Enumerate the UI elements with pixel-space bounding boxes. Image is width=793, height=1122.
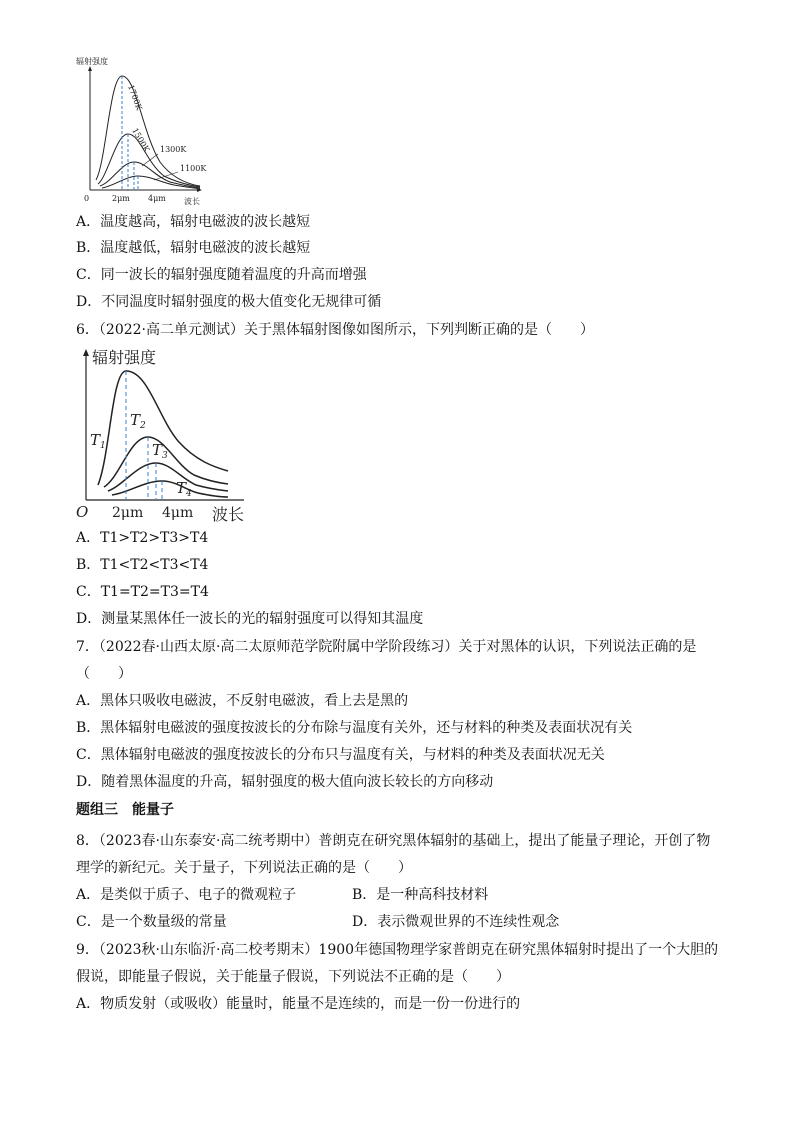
figure1-label-1700k: 1700K: [126, 83, 144, 112]
q9-stem-line1: 9．（2023秋·山东临沂·高二校考期末）1900年德国物理学家普朗克在研究黑体辐射时提出了一个大胆的: [76, 942, 719, 958]
figure1-xlabel: 波长: [184, 197, 200, 206]
figure2-origin: O: [76, 503, 89, 521]
figure2-tick-2um: 2μm: [112, 505, 144, 521]
q8-option-c[interactable]: C．是一个数量级的常量: [76, 914, 227, 930]
q7-stem-line2: （ ）: [76, 666, 132, 682]
q6-option-a[interactable]: A．T1>T2>T3>T4: [76, 530, 209, 546]
q7-option-a[interactable]: A．黑体只吸收电磁波，不反射电磁波，看上去是黑的: [76, 693, 409, 709]
q8-stem-line2: 理学的新纪元。关于量子，下列说法正确的是（ ）: [76, 860, 412, 876]
q5-option-a[interactable]: A．温度越高，辐射电磁波的波长越短: [76, 214, 311, 230]
q8-option-a[interactable]: A．是类似于质子、电子的微观粒子: [76, 887, 297, 903]
figure1-tick-4um: 4μm: [148, 194, 166, 203]
q7-option-c[interactable]: C．黑体辐射电磁波的强度按波长的分布只与温度有关，与材料的种类及表面状况无关: [76, 747, 605, 763]
blackbody-figure-2: [72, 345, 252, 523]
figure1-tick-2um: 2μm: [112, 194, 130, 203]
q9-stem-line2: 假说，即能量子假说，关于能量子假说，下列说法不正确的是（ ）: [76, 969, 510, 985]
figure1-label-1100k: 1100K: [180, 164, 207, 173]
figure2-curve-t2: [104, 437, 228, 487]
figure2-tick-4um: 4μm: [162, 505, 194, 521]
figure1-ylabel: 辐射强度: [76, 57, 108, 66]
q8-option-d[interactable]: D．表示微观世界的不连续性观念: [352, 914, 560, 930]
q7-stem-line1: 7．（2022春·山西太原·高二太原师范学院附属中学阶段练习）关于对黑体的认识，下列说法正确的是: [76, 639, 697, 655]
blackbody-figure-1: [72, 52, 212, 210]
q8-option-b[interactable]: B．是一种高科技材料: [352, 887, 489, 903]
figure2-ylabel: 辐射强度: [92, 348, 157, 367]
q5-option-c[interactable]: C．同一波长的辐射强度随着温度的升高而增强: [76, 267, 367, 283]
q6-option-c[interactable]: C．T1=T2=T3=T4: [76, 584, 209, 600]
q5-option-d[interactable]: D．不同温度时辐射强度的极大值变化无规律可循: [76, 294, 382, 310]
figure2-curve-t1: [98, 371, 228, 485]
figure1-label-1500k: 1500K: [130, 126, 152, 154]
section-heading: 题组三 能量子: [76, 802, 174, 818]
figure2-label-t3: $T_3$: [152, 441, 168, 461]
q7-option-d[interactable]: D．随着黑体温度的升高，辐射强度的极大值向波长较长的方向移动: [76, 774, 494, 790]
q6-option-d[interactable]: D．测量某黑体任一波长的光的辐射强度可以得知其温度: [76, 611, 424, 627]
q9-option-a[interactable]: A．物质发射（或吸收）能量时，能量不是连续的，而是一份一份进行的: [76, 996, 521, 1012]
q7-option-b[interactable]: B．黑体辐射电磁波的强度按波长的分布除与温度有关外，还与材料的种类及表面状况有关: [76, 720, 633, 736]
figure2-label-t1: $T_1$: [90, 431, 106, 451]
figure2-xlabel: 波长: [212, 505, 245, 523]
figure2-label-t4: $T_4$: [176, 479, 192, 499]
q8-stem-line1: 8．（2023春·山东泰安·高二统考期中）普朗克在研究黑体辐射的基础上，提出了能量子理论，开创了物: [76, 833, 711, 849]
q5-option-b[interactable]: B．温度越低，辐射电磁波的波长越短: [76, 240, 311, 256]
figure1-label-1300k: 1300K: [160, 145, 187, 154]
q6-stem: 6．（2022·高二单元测试）关于黑体辐射图像如图所示，下列判断正确的是（ ）: [76, 322, 594, 338]
figure1-origin: 0: [84, 194, 90, 203]
q6-option-b[interactable]: B．T1<T2<T3<T4: [76, 557, 209, 573]
figure2-label-t2: $T_2$: [130, 411, 146, 431]
